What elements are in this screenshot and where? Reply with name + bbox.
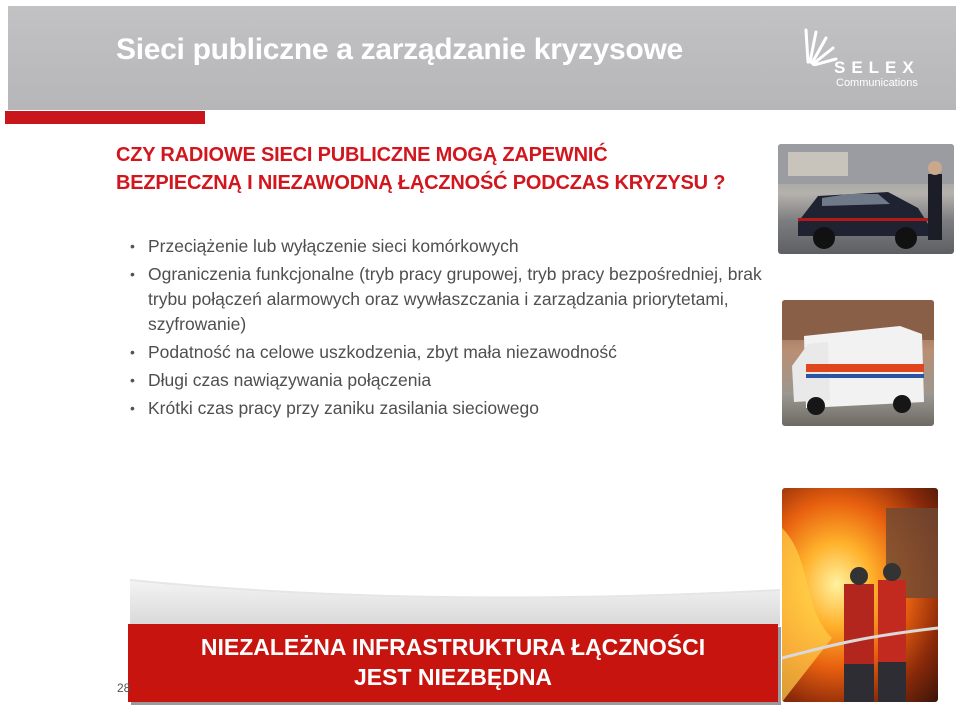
- bullet-list: [130, 234, 768, 424]
- question-heading: CZY RADIOWE SIECI PUBLICZNE MOGĄ ZAPEWNIĆ BEZPIECZNĄ I NIEZAWODNĄ ŁĄCZNOŚĆ PODCZAS KRYZYSU ?: [116, 144, 726, 194]
- bullet-icon: •: [130, 266, 135, 282]
- list-item: [130, 368, 768, 393]
- bullet-icon: •: [130, 400, 135, 416]
- bullet-icon: •: [130, 372, 135, 388]
- police-car-photo: [778, 144, 954, 254]
- banner-swoosh: [130, 560, 780, 626]
- list-item: [130, 340, 768, 365]
- bullet-text: Podatność na celowe uszkodzenia, zbyt mała niezawodność: [148, 342, 617, 362]
- slide-header: [0, 0, 960, 112]
- ambulance-photo: [782, 300, 934, 426]
- banner-line-1: NIEZALEŻNA INFRASTRUKTURA ŁĄCZNOŚCI: [200, 634, 706, 660]
- list-item: [130, 262, 768, 337]
- banner-line-2: JEST NIEZBĘDNA: [353, 664, 553, 690]
- bullet-icon: •: [130, 238, 135, 254]
- header-accent-bar: [5, 111, 205, 124]
- bullet-text: Przeciążenie lub wyłączenie sieci komórkowych: [148, 236, 519, 256]
- firefighters-photo: [782, 488, 938, 702]
- bullet-text: Ograniczenia funkcjonalne (tryb pracy grupowej, tryb pracy bezpośredniej, brak trybu połączeń alarmowych oraz wywłaszczania i zarządzania priorytetami, szyfrowanie): [148, 264, 762, 334]
- list-item: [130, 396, 768, 421]
- page-number: 28: [117, 681, 131, 695]
- bullet-text: Krótki czas pracy przy zaniku zasilania sieciowego: [148, 398, 539, 418]
- list-item: [130, 234, 768, 259]
- bullet-icon: •: [130, 344, 135, 360]
- logo-subtitle: Communications: [836, 77, 918, 89]
- conclusion-banner: [128, 624, 778, 702]
- slide-title: Sieci publiczne a zarządzanie kryzysowe: [116, 33, 683, 66]
- logo-name: SELEX: [834, 58, 920, 77]
- selex-logo: [800, 26, 940, 92]
- bullet-text: Długi czas nawiązywania połączenia: [148, 370, 432, 390]
